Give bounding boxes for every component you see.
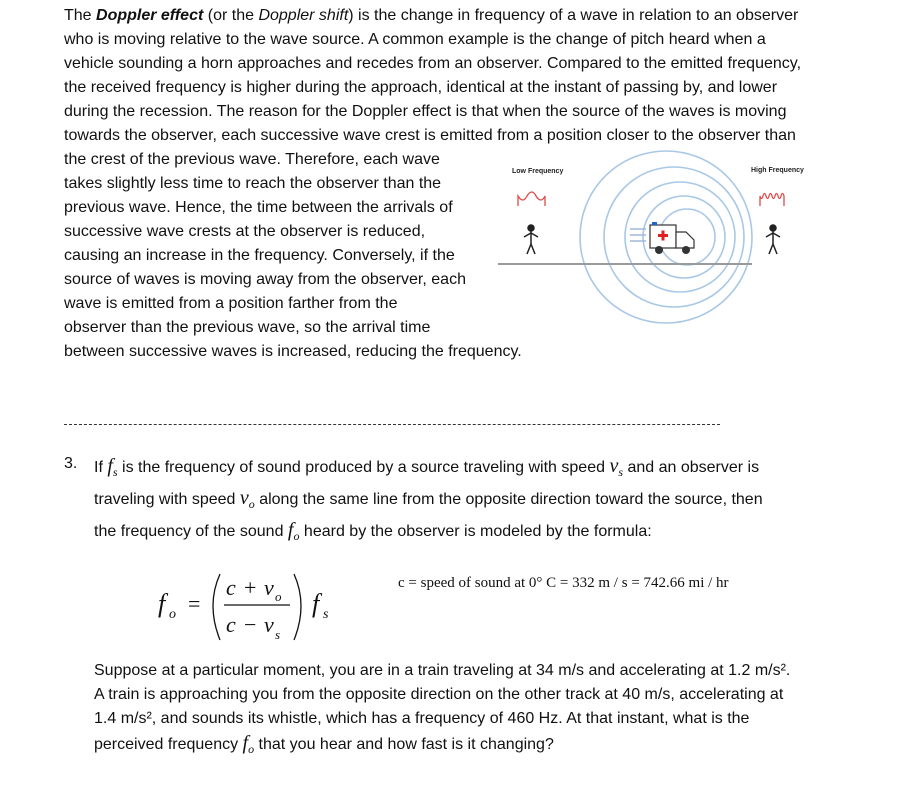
low-frequency-wave-icon <box>518 192 545 206</box>
symbol-v: v <box>609 455 619 477</box>
intro-line: causing an increase in the frequency. Conversely, if the <box>64 247 455 264</box>
text: that you hear and how fast is it changing? <box>254 736 554 753</box>
observer-left-icon <box>524 225 538 254</box>
intro-line: source of waves is moving away from the observer, each <box>64 271 466 288</box>
formula-graphic <box>150 568 370 648</box>
problem-line: 1.4 m/s², and sounds its whistle, which has a frequency of 460 Hz. At that instant, what is the <box>94 710 750 727</box>
left-paren <box>213 574 220 640</box>
lhs-subscript: o <box>169 607 176 622</box>
text: is the frequency of sound produced by a source traveling with speed <box>117 459 610 476</box>
problem-line: Suppose at a particular moment, you are in a train traveling at 34 m/s and accelerating at 1.2 m/s². <box>94 662 791 679</box>
question-line <box>94 486 763 516</box>
intro-line: towards the observer, each successive wave crest is emitted from a position closer to the observer than <box>64 127 796 144</box>
lhs-f: f <box>158 589 166 618</box>
intro-line: during the recession. The reason for the Doppler effect is that when the source of the waves is moving <box>64 103 787 120</box>
equals-sign: = <box>188 591 201 616</box>
intro-line: vehicle sounding a horn approaches and recedes from an observer. Compared to the emitted frequency, <box>64 55 802 72</box>
text: traveling with speed <box>94 491 240 508</box>
denominator-v: v <box>264 612 274 637</box>
problem-line <box>94 731 864 761</box>
denominator-c: c <box>226 612 236 637</box>
observer-right-icon <box>766 225 780 254</box>
intro-line: the crest of the previous wave. Therefore, each wave <box>64 151 440 168</box>
intro-line: who is moving relative to the wave source. A common example is the change of pitch heard when a <box>64 31 766 48</box>
symbol-f: f <box>107 455 113 477</box>
term-doppler-effect: Doppler effect <box>96 7 204 24</box>
doppler-figure <box>490 146 830 324</box>
denominator-subscript: s <box>275 627 281 642</box>
high-frequency-label: High Frequency <box>751 167 804 174</box>
question-line <box>94 518 652 548</box>
problem-line: A train is approaching you from the opposite direction on the other track at 40 m/s, accelerating at <box>94 686 784 703</box>
subscript: o <box>248 742 255 756</box>
numerator-c: c <box>226 575 236 600</box>
text: The <box>64 7 97 24</box>
symbol-v: v <box>239 487 249 509</box>
symbol-f: f <box>242 732 249 754</box>
intro-line: previous wave. Hence, the time between the arrivals of <box>64 199 453 216</box>
text: along the same line from the opposite direction toward the source, then <box>254 491 763 508</box>
doppler-formula <box>150 568 370 648</box>
subscript: o <box>248 497 255 511</box>
right-paren <box>294 574 301 640</box>
intro-line: wave is emitted from a position farther from the <box>64 295 398 312</box>
section-divider <box>64 424 720 425</box>
problem-statement <box>94 659 864 761</box>
rhs-f: f <box>312 589 320 618</box>
text: and an observer is <box>623 459 760 476</box>
intro-line: takes slightly less time to reach the observer than the <box>64 175 442 192</box>
text: the frequency of the sound <box>94 523 288 540</box>
intro-line: the received frequency is higher during the approach, identical at the instant of passing by, and lower <box>64 79 778 96</box>
text: heard by the observer is modeled by the formula: <box>299 523 652 540</box>
text: If <box>94 459 108 476</box>
text: ) is the change in frequency of a wave in relation to an observer <box>348 7 799 24</box>
text: perceived frequency <box>94 736 243 753</box>
text: (or the <box>203 7 259 24</box>
term-doppler-shift: Doppler shift <box>258 7 349 24</box>
speed-of-sound-note: c = speed of sound at 0° C = 332 m / s = 742.66 mi / hr <box>398 575 729 591</box>
high-frequency-wave-icon <box>760 194 784 207</box>
intro-line <box>64 4 854 28</box>
minus-sign: − <box>244 612 257 637</box>
question-number: 3. <box>64 455 78 472</box>
subscript: s <box>112 465 118 479</box>
rhs-subscript: s <box>323 607 329 622</box>
subscript: o <box>293 529 300 543</box>
intro-line: successive wave crests at the observer is reduced, <box>64 223 426 240</box>
symbol-f: f <box>287 519 294 541</box>
numerator-v: v <box>264 575 274 600</box>
plus-sign: + <box>244 575 257 600</box>
ambulance-icon <box>630 222 694 254</box>
intro-line: observer than the previous wave, so the arrival time <box>64 319 431 336</box>
numerator-subscript: o <box>275 589 282 604</box>
subscript: s <box>618 465 623 479</box>
intro-line: between successive waves is increased, reducing the frequency. <box>64 343 522 360</box>
low-frequency-label: Low Frequency <box>512 168 564 175</box>
question-line <box>94 454 759 484</box>
